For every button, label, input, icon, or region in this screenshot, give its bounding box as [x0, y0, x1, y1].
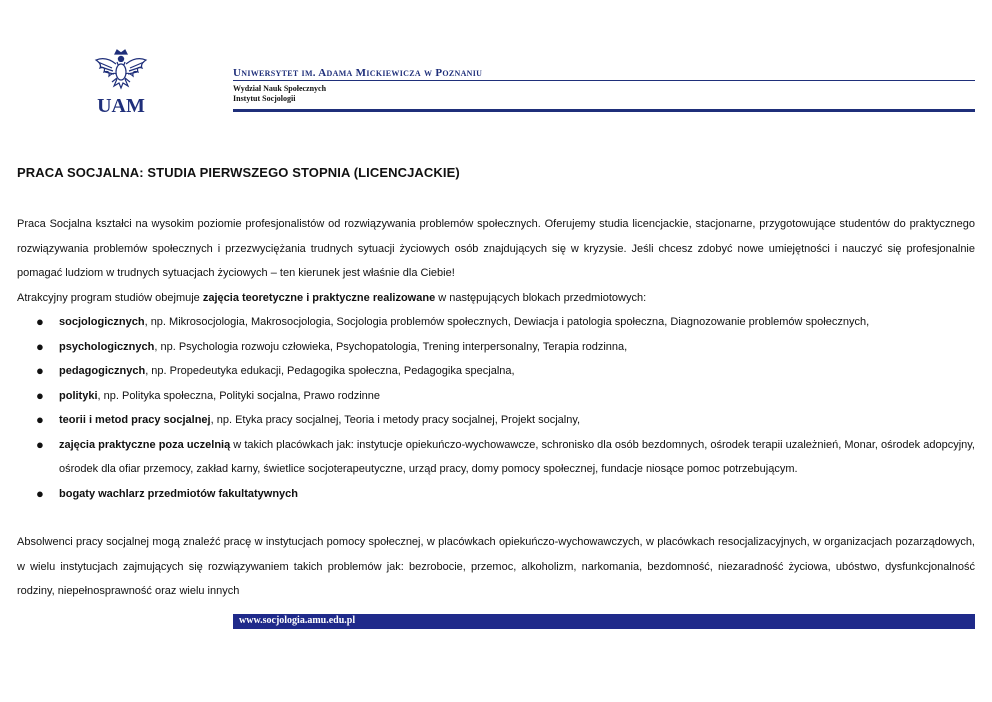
bullet-icon: ●: [36, 485, 44, 501]
bullet-icon: ●: [36, 436, 44, 452]
bullet-icon: ●: [36, 412, 44, 427]
institute-name: Instytut Socjologii: [233, 94, 296, 103]
intro-paragraph: Praca Socjalna kształci na wysokim poziomie profesjonalistów od rozwiązywania problemów społecznych. Oferujemy studia licencjackie, stacjonarne, przygotowujące studentów do praktycznego rozwiązywania problemów społecznych i przezwyciężania trudnych sytuacji życiowych osób znajdujących się w kryzysie. Jeśli chcesz zdobyć nowe umiejętności i nauczyć się profesjonalnie pomagać ludziom w trudnych sytuacjach życiowych – ten kierunek jest właśnie dla Ciebie!: [17, 218, 975, 279]
program-lead-prefix: Atrakcyjny program studiów obejmuje: [17, 291, 203, 304]
eagle-emblem-icon: [92, 48, 150, 118]
program-lead-bold: zajęcia teoretyczne i praktyczne realizowane: [202, 291, 436, 304]
list-item-bold: pedagogicznych: [59, 365, 146, 377]
list-item-text: , np. Polityka społeczna, Polityki socjalna, Prawo rodzinne: [97, 389, 380, 402]
list-item-bold: polityki: [59, 389, 98, 402]
program-lead-suffix: w następujących blokach przedmiotowych:: [435, 291, 647, 304]
list-item: [17, 310, 975, 335]
list-item: [17, 408, 975, 433]
header-divider-thin: [233, 80, 975, 81]
list-item-bold: zajęcia praktyczne poza uczelnią: [59, 438, 231, 451]
list-item-text: , np. Propedeutyka edukacji, Pedagogika społeczna, Pedagogika specjalna,: [145, 365, 515, 377]
list-item-bold: teorii i metod pracy socjalnej: [59, 414, 211, 426]
list-item-bold: socjologicznych: [59, 316, 145, 328]
bullet-icon: ●: [36, 338, 44, 354]
bullet-icon: ●: [36, 387, 44, 403]
document-body: [17, 212, 975, 604]
list-item-text: , np. Mikrosocjologia, Makrosocjologia, Socjologia problemów społecznych, Dewiacja i patologia społeczna, Diagnozowanie problemów społecznych,: [144, 316, 870, 328]
list-item: [17, 359, 975, 384]
list-item-text: , np. Etyka pracy socjalnej, Teoria i metody pracy socjalnej, Projekt socjalny,: [210, 414, 581, 426]
list-item: [17, 433, 975, 482]
page-title: PRACA SOCJALNA: STUDIA PIERWSZEGO STOPNIA (LICENCJACKIE): [17, 165, 460, 180]
header-divider-thick: [233, 109, 975, 112]
program-lead: [17, 286, 975, 311]
list-item-text: w takich placówkach jak: instytucje opiekuńczo-wychowawcze, schronisko dla osób bezdomnych, ośrodek terapii uzależnień, Monar, ośrodek adopcyjny, ośrodek dla ofiar przemocy, zakład karny, świetlice socjoterapeutyczne, urząd pracy, domy pomocy społecznej, fundacje niosące pomoc potrzebującym.: [59, 438, 975, 475]
university-name: Uniwersytet im. Adama Mickiewicza w Poznaniu: [233, 67, 483, 79]
faculty-name: Wydział Nauk Społecznych: [233, 84, 327, 93]
list-item-bold: psychologicznych: [59, 340, 155, 353]
course-blocks-list: [17, 310, 975, 506]
footer-bar: [233, 614, 975, 629]
uam-logo: [92, 48, 150, 118]
list-item: [17, 384, 975, 409]
website-link[interactable]: www.socjologia.amu.edu.pl: [239, 615, 356, 626]
logo-text: UAM: [97, 95, 145, 117]
list-item-text: , np. Psychologia rozwoju człowieka, Psychopatologia, Trening interpersonalny, Terapia rodzinna,: [154, 340, 628, 353]
graduates-paragraph: Absolwenci pracy socjalnej mogą znaleźć pracę w instytucjach pomocy społecznej, w placówkach opiekuńczo-wychowawczych, w placówkach resocjalizacyjnych, w organizacjach pozarządowych, w wielu instytucjach zajmujących się rozwiązywaniem takich problemów jak: bezrobocie, przemoc, alkoholizm, narkomania, bezdomność, niezaradność życiowa, ubóstwo, dysfunkcjonalność rodziny, niepełnosprawność oraz wielu innych: [17, 536, 975, 597]
list-item-bold: bogaty wachlarz przedmiotów fakultatywnych: [59, 487, 298, 500]
list-item: [17, 482, 975, 507]
bullet-icon: ●: [36, 314, 44, 329]
bullet-icon: ●: [36, 363, 44, 378]
list-item: [17, 335, 975, 360]
